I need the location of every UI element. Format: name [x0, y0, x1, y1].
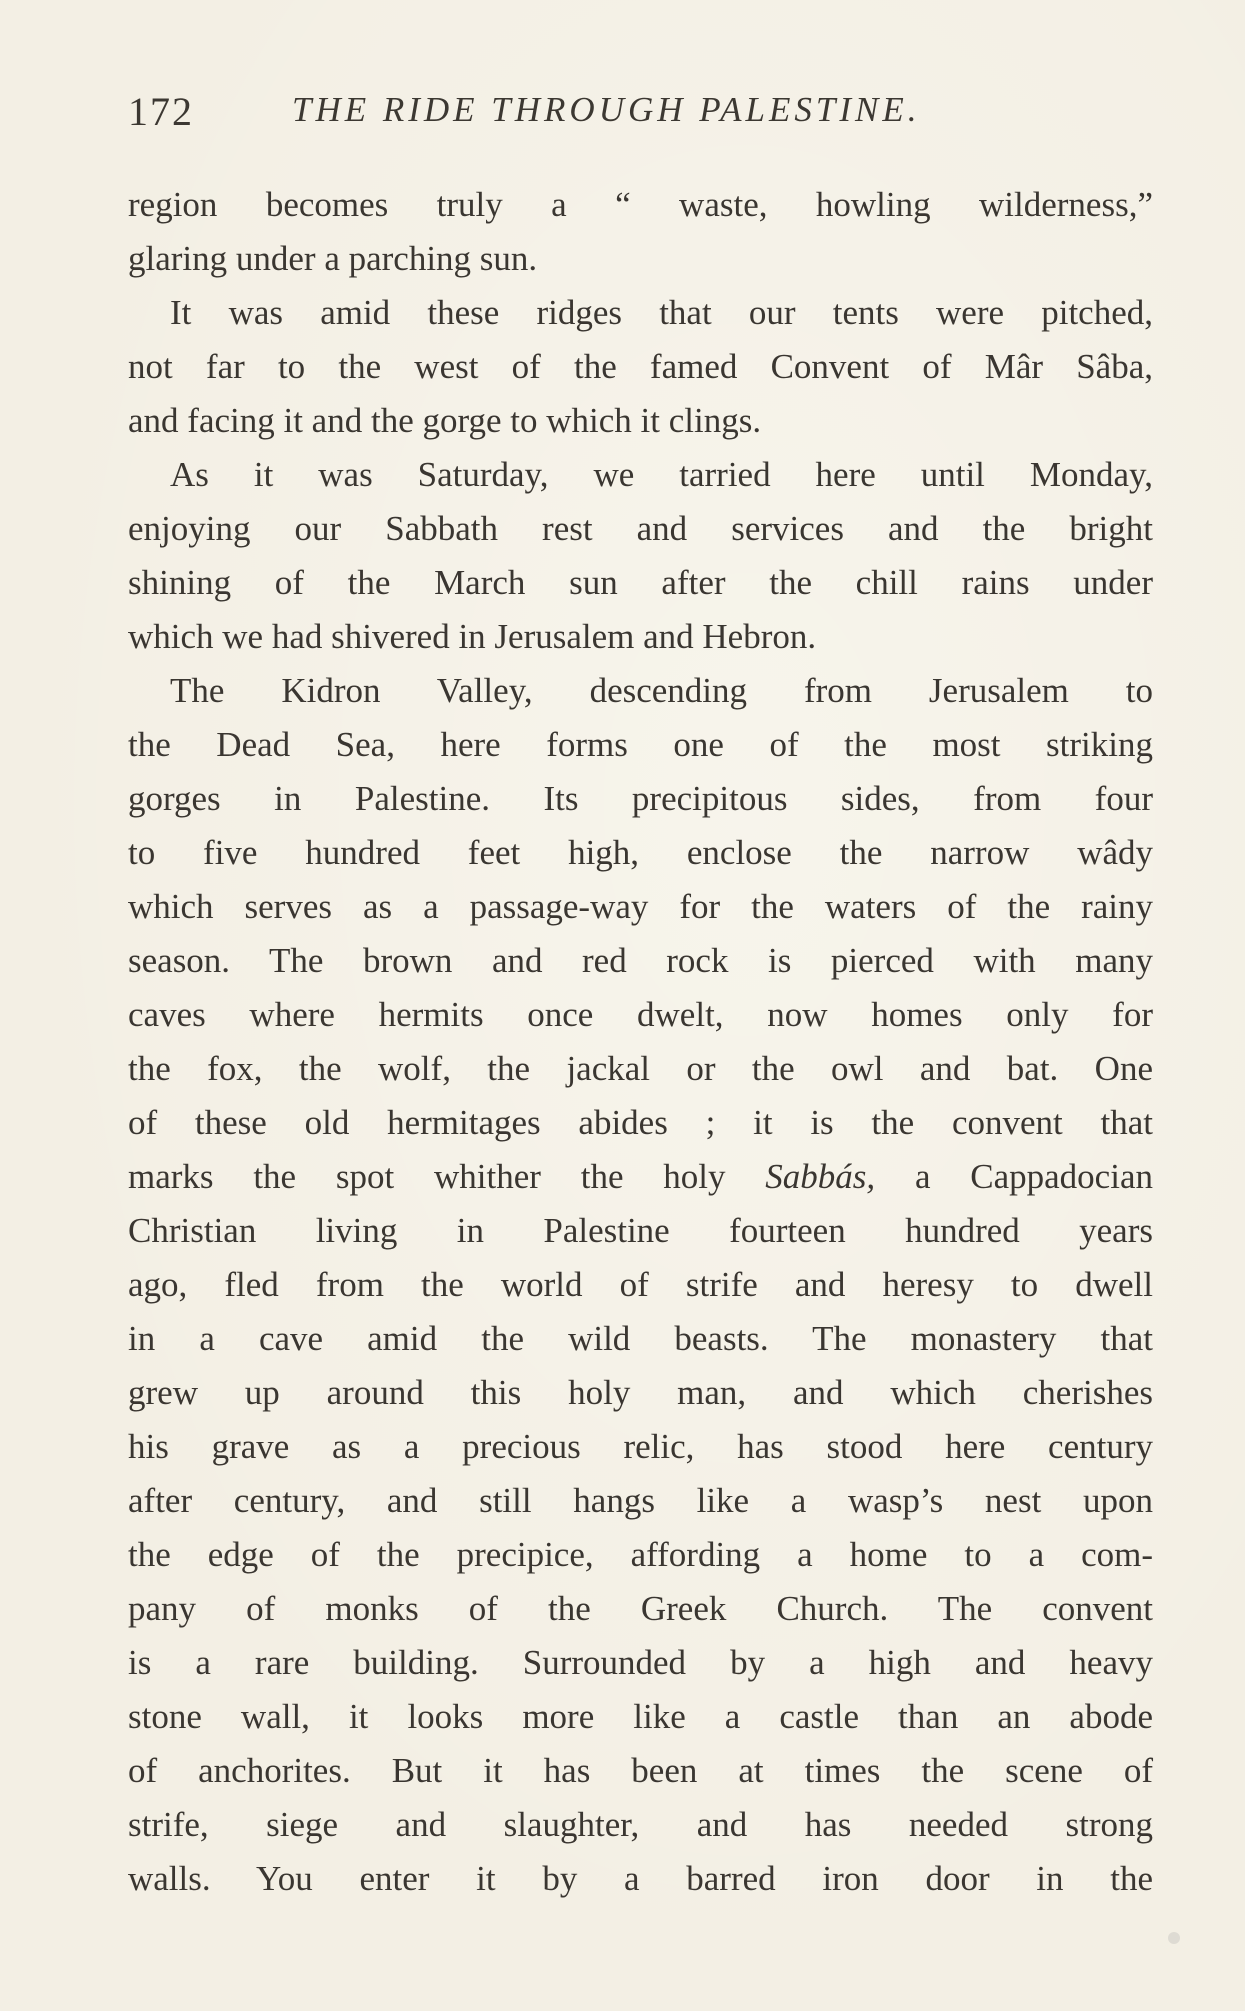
text-line: is a rare building. Surrounded by a high and heavy: [128, 1643, 1153, 1682]
text-line: the edge of the precipice, affording a home to a com-: [128, 1535, 1153, 1574]
text-segment: a Cappadocian: [875, 1157, 1153, 1196]
text-line: his grave as a precious relic, has stood here century: [128, 1427, 1153, 1466]
text-line: and facing it and the gorge to which it clings.: [128, 401, 762, 440]
page-number: 172: [128, 89, 194, 134]
text-line: As it was Saturday, we tarried here until Monday,: [170, 455, 1153, 494]
text-line: in a cave amid the wild beasts. The monastery that: [128, 1319, 1153, 1358]
text-line: of these old hermitages abides ; it is the convent that: [128, 1103, 1153, 1142]
text-line: to five hundred feet high, enclose the narrow wâdy: [128, 833, 1153, 872]
text-line: which serves as a passage-way for the waters of the rainy: [128, 887, 1153, 926]
page-header: [128, 88, 1148, 148]
text-line: [128, 1150, 1153, 1204]
paper-speck: [1168, 1932, 1180, 1944]
text-segment: marks the spot whither the holy: [128, 1157, 766, 1196]
text-line: stone wall, it looks more like a castle than an abode: [128, 1697, 1153, 1736]
italic-name: Sabbás,: [765, 1157, 876, 1196]
text-line: the Dead Sea, here forms one of the most striking: [128, 725, 1153, 764]
running-head: THE RIDE THROUGH PALESTINE.: [292, 90, 921, 129]
text-line: pany of monks of the Greek Church. The convent: [128, 1589, 1153, 1628]
text-line: It was amid these ridges that our tents were pitched,: [170, 293, 1153, 332]
text-line: shining of the March sun after the chill rains under: [128, 563, 1153, 602]
text-line: season. The brown and red rock is pierced with many: [128, 941, 1153, 980]
text-line: enjoying our Sabbath rest and services and the bright: [128, 509, 1153, 548]
text-line: strife, siege and slaughter, and has needed strong: [128, 1805, 1153, 1844]
text-line: glaring under a parching sun.: [128, 239, 538, 278]
text-line: after century, and still hangs like a wasp’s nest upon: [128, 1481, 1153, 1520]
body-text: [128, 178, 1153, 1906]
text-line: not far to the west of the famed Convent of Mâr Sâba,: [128, 347, 1153, 386]
text-line: of anchorites. But it has been at times the scene of: [128, 1751, 1153, 1790]
text-line: gorges in Palestine. Its precipitous sides, from four: [128, 779, 1153, 818]
text-line: the fox, the wolf, the jackal or the owl and bat. One: [128, 1049, 1153, 1088]
text-line: region becomes truly a “ waste, howling wilderness,”: [128, 185, 1153, 224]
text-line: walls. You enter it by a barred iron door in the: [128, 1859, 1153, 1898]
text-line: Christian living in Palestine fourteen hundred years: [128, 1211, 1153, 1250]
text-line: ago, fled from the world of strife and heresy to dwell: [128, 1265, 1153, 1304]
text-line: caves where hermits once dwelt, now homes only for: [128, 995, 1153, 1034]
text-line: grew up around this holy man, and which cherishes: [128, 1373, 1153, 1412]
text-line: The Kidron Valley, descending from Jerusalem to: [170, 671, 1153, 710]
text-line: which we had shivered in Jerusalem and Hebron.: [128, 617, 817, 656]
